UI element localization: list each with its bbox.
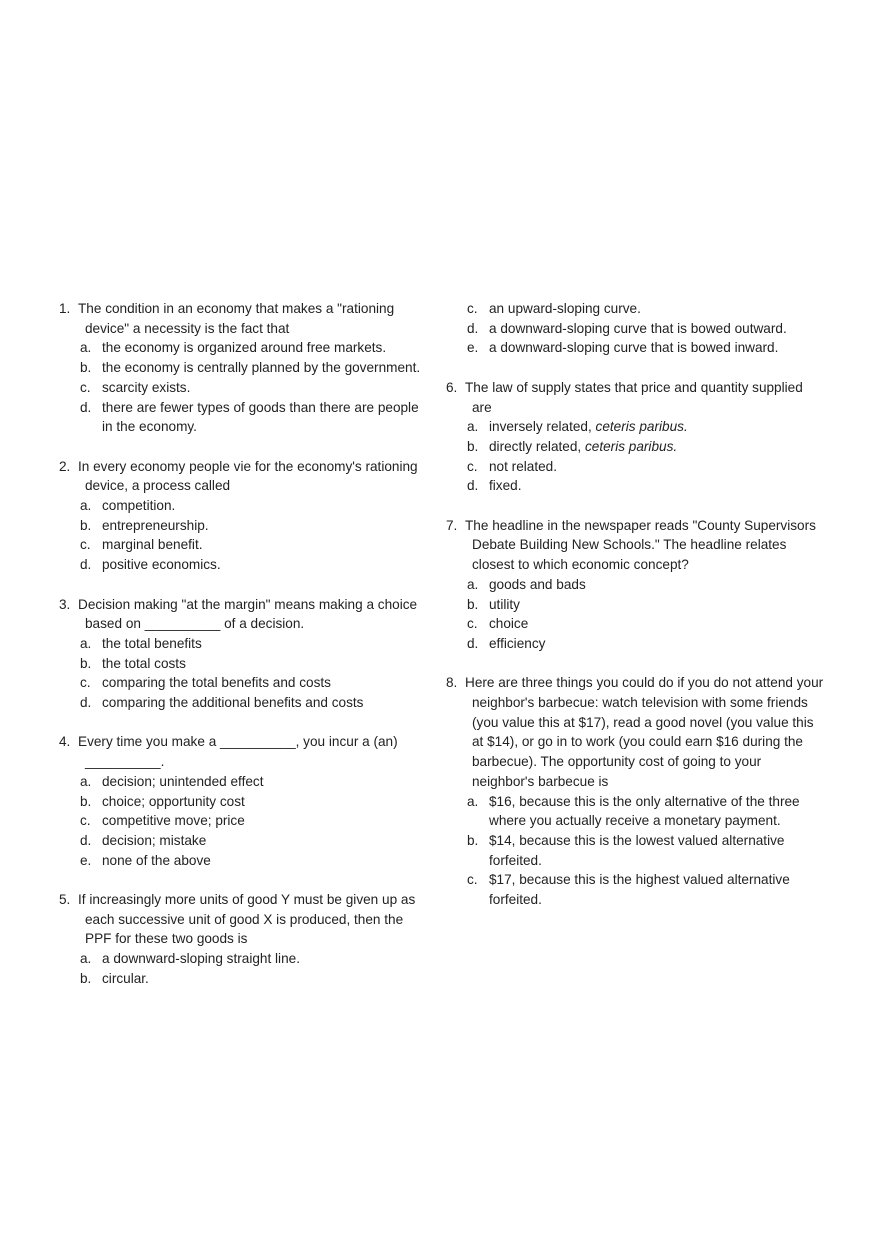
option-letter: d. bbox=[80, 399, 92, 415]
option-letter: d. bbox=[80, 557, 92, 573]
question-stem: Every time you make a __________, you incur a (an) __________. bbox=[78, 734, 398, 770]
option-letter: b. bbox=[467, 832, 479, 848]
option-letter: c. bbox=[467, 301, 478, 316]
question-5 bbox=[59, 890, 429, 989]
option-letter: c. bbox=[467, 872, 478, 888]
option-letter: a. bbox=[467, 793, 479, 809]
option-letter: c. bbox=[80, 813, 91, 829]
question-1 bbox=[59, 299, 429, 437]
answer-option bbox=[446, 614, 826, 634]
option-letter: a. bbox=[467, 419, 479, 435]
answer-option bbox=[446, 634, 826, 654]
question-4 bbox=[59, 732, 429, 870]
left-column bbox=[59, 299, 429, 989]
option-text: the total benefits bbox=[102, 635, 202, 651]
option-text: goods and bads bbox=[489, 576, 586, 592]
option-text: comparing the additional benefits and costs bbox=[102, 695, 364, 711]
option-text: efficiency bbox=[489, 635, 546, 651]
answer-option bbox=[59, 772, 429, 792]
answer-option bbox=[59, 516, 429, 536]
option-text: $14, because this is the lowest valued alternative forfeited. bbox=[489, 832, 785, 868]
option-letter: e. bbox=[80, 852, 92, 868]
option-letter: d. bbox=[467, 320, 479, 336]
option-letter: e. bbox=[467, 340, 479, 356]
question-8 bbox=[446, 673, 826, 909]
question-7 bbox=[446, 516, 826, 654]
question-number: 5. bbox=[59, 892, 71, 908]
answer-option bbox=[59, 358, 429, 378]
answer-option bbox=[59, 969, 429, 989]
question-number: 4. bbox=[59, 734, 71, 750]
answer-option bbox=[59, 851, 429, 871]
option-text: utility bbox=[489, 596, 520, 612]
answer-option bbox=[59, 654, 429, 674]
option-italic-text: ceteris paribus. bbox=[595, 419, 688, 435]
option-text: positive economics. bbox=[102, 557, 221, 573]
option-text: fixed. bbox=[489, 478, 522, 494]
answer-option bbox=[59, 535, 429, 555]
question-number: 7. bbox=[446, 517, 458, 533]
option-text: choice; opportunity cost bbox=[102, 793, 245, 809]
option-text: the economy is centrally planned by the government. bbox=[102, 360, 421, 376]
question-3 bbox=[59, 595, 429, 713]
option-text: an upward-sloping curve. bbox=[489, 301, 641, 316]
option-text: the economy is organized around free markets. bbox=[102, 340, 387, 356]
option-letter: c. bbox=[467, 458, 478, 474]
option-letter: d. bbox=[80, 832, 92, 848]
answer-option bbox=[59, 338, 429, 358]
option-letter: a. bbox=[80, 773, 92, 789]
option-text: choice bbox=[489, 616, 529, 632]
option-text: $16, because this is the only alternative of the three where you actually receive a monetary payment. bbox=[489, 793, 800, 829]
answer-option bbox=[59, 792, 429, 812]
option-text: circular. bbox=[102, 970, 149, 986]
option-text: inversely related, bbox=[489, 419, 592, 435]
answer-option bbox=[59, 673, 429, 693]
option-text: competition. bbox=[102, 498, 176, 514]
option-text: a downward-sloping curve that is bowed inward. bbox=[489, 340, 779, 356]
answer-option bbox=[446, 792, 826, 831]
option-letter: b. bbox=[467, 596, 479, 612]
option-text: a downward-sloping straight line. bbox=[102, 951, 300, 967]
option-letter: d. bbox=[80, 695, 92, 711]
option-letter: c. bbox=[80, 537, 91, 553]
answer-option bbox=[446, 575, 826, 595]
option-letter: c. bbox=[467, 616, 478, 632]
question-number: 6. bbox=[446, 379, 458, 395]
option-text: comparing the total benefits and costs bbox=[102, 675, 331, 691]
option-text: not related. bbox=[489, 458, 558, 474]
option-letter: b. bbox=[80, 793, 92, 809]
option-italic-text: ceteris paribus. bbox=[584, 438, 678, 454]
question-5-continued bbox=[446, 299, 826, 358]
option-letter: a. bbox=[80, 340, 92, 356]
option-text: there are fewer types of goods than there are people in the economy. bbox=[102, 399, 419, 435]
option-letter: c. bbox=[80, 379, 91, 395]
answer-option bbox=[446, 870, 826, 909]
question-stem: If increasingly more units of good Y must be given up as each successive unit of good X is produced, then the PPF for these two goods is bbox=[78, 892, 416, 947]
question-number: 1. bbox=[59, 301, 71, 316]
option-letter: b. bbox=[80, 517, 92, 533]
answer-option bbox=[59, 634, 429, 654]
answer-option bbox=[59, 811, 429, 831]
option-letter: a. bbox=[80, 951, 92, 967]
right-column bbox=[446, 299, 826, 910]
answer-option bbox=[446, 476, 826, 496]
answer-option bbox=[59, 555, 429, 575]
question-stem: Decision making "at the margin" means making a choice based on __________ of a decision. bbox=[78, 596, 418, 632]
question-stem: The law of supply states that price and quantity supplied are bbox=[465, 379, 803, 415]
option-letter: a. bbox=[467, 576, 479, 592]
answer-option bbox=[59, 378, 429, 398]
option-letter: b. bbox=[467, 438, 479, 454]
option-text: a downward-sloping curve that is bowed outward. bbox=[489, 320, 787, 336]
answer-option bbox=[59, 949, 429, 969]
option-letter: b. bbox=[80, 970, 92, 986]
option-text: the total costs bbox=[102, 655, 186, 671]
option-text: scarcity exists. bbox=[102, 379, 191, 395]
option-text: decision; unintended effect bbox=[102, 773, 264, 789]
question-stem: The condition in an economy that makes a "rationing device" a necessity is the fact that bbox=[78, 301, 395, 336]
question-2 bbox=[59, 457, 429, 575]
option-text: none of the above bbox=[102, 852, 211, 868]
answer-option bbox=[446, 831, 826, 870]
answer-option bbox=[446, 319, 826, 339]
option-text: competitive move; price bbox=[102, 813, 245, 829]
question-number: 2. bbox=[59, 458, 71, 474]
option-text: $17, because this is the highest valued alternative forfeited. bbox=[489, 872, 790, 908]
option-letter: d. bbox=[467, 635, 479, 651]
question-number: 3. bbox=[59, 596, 71, 612]
option-letter: a. bbox=[80, 498, 92, 514]
option-text: entrepreneurship. bbox=[102, 517, 209, 533]
answer-option bbox=[446, 417, 826, 437]
answer-option bbox=[446, 338, 826, 358]
question-stem: Here are three things you could do if you do not attend your neighbor's barbecue: watch television with some friends (you value this at $17), read a good novel (you value this at $14), or go in to work (you could earn $16 during the barbecue). The opportunity cost of going to your neighbor's barbecue is bbox=[465, 675, 824, 789]
answer-option bbox=[59, 496, 429, 516]
answer-option bbox=[446, 437, 826, 457]
answer-option bbox=[446, 595, 826, 615]
option-letter: a. bbox=[80, 635, 92, 651]
answer-option bbox=[59, 831, 429, 851]
option-letter: b. bbox=[80, 360, 92, 376]
option-letter: c. bbox=[80, 675, 91, 691]
answer-option bbox=[446, 457, 826, 477]
option-text: directly related, bbox=[489, 438, 582, 454]
question-stem: In every economy people vie for the economy's rationing device, a process called bbox=[78, 458, 418, 494]
answer-option bbox=[59, 693, 429, 713]
question-stem: The headline in the newspaper reads "County Supervisors Debate Building New Schools." The headline relates closest to which economic concept? bbox=[465, 517, 816, 573]
option-letter: b. bbox=[80, 655, 92, 671]
option-letter: d. bbox=[467, 478, 479, 494]
answer-option bbox=[446, 299, 826, 319]
option-text: marginal benefit. bbox=[102, 537, 203, 553]
answer-option bbox=[59, 398, 429, 437]
question-6 bbox=[446, 378, 826, 496]
option-text: decision; mistake bbox=[102, 832, 207, 848]
question-number: 8. bbox=[446, 675, 458, 691]
